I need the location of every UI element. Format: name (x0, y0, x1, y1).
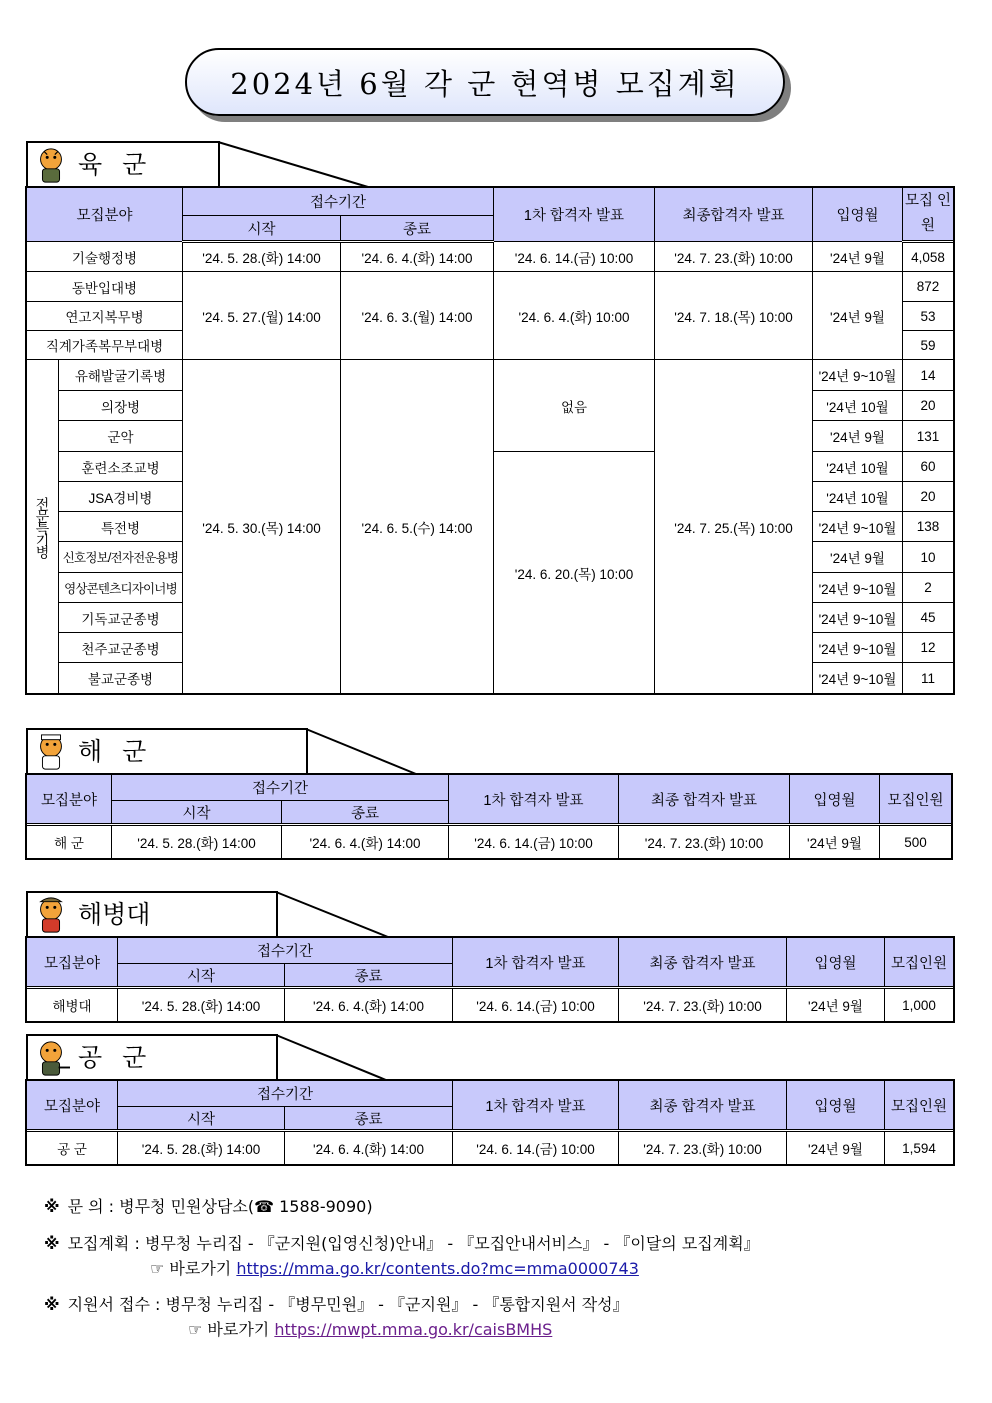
col-enlist-header: 입영월 (790, 775, 880, 825)
airforce-title: 공 군 (78, 1043, 153, 1072)
navy-section-header (26, 728, 926, 774)
plan-note: ※ 모집계획 : 병무청 누리집 - 『군지원(입영신청)안내』 - 『모집안내서비스』 - 『이달의 모집계획』 (44, 1234, 760, 1253)
col-start-header: 시작 (183, 216, 341, 242)
tiger-mascot-icon (32, 733, 70, 771)
col-field-header: 모집분야 (27, 775, 112, 825)
airforce-table (26, 1080, 954, 1165)
table-row: 천주교군종병 '24년 9~10월 12 (27, 633, 954, 663)
field-cell: 불교군종병 (59, 663, 183, 694)
apply-link[interactable]: https://mwpt.mma.go.kr/caisBMHS (274, 1320, 553, 1339)
col-field-header: 모집분야 (27, 1081, 118, 1131)
table-row: 신호정보/전자전운용병 '24년 9월 10 (27, 542, 954, 573)
col-period-header: 접수기간 (112, 775, 449, 801)
tiger-mascot-icon (32, 146, 70, 184)
table-row: 동반입대병 '24. 5. 27.(월) 14:00 '24. 6. 3.(월) 14:00 '24. 6. 4.(화) 10:00 '24. 7. 18.(목) 10:00 '24년 9월 872 (27, 272, 954, 302)
table-row: 공 군 '24. 5. 28.(화) 14:00 '24. 6. 4.(화) 14:00 '24. 6. 14.(금) 10:00 '24. 7. 23.(화) 10:00 '24년 9월 1,594 (27, 1131, 954, 1165)
col-enlist-header: 입영월 (787, 1081, 885, 1131)
col-count-header: 모집인원 (885, 938, 954, 988)
col-final-header: 최종합격자 발표 (655, 188, 813, 242)
col-end-header: 종료 (282, 801, 449, 825)
col-first-header: 1차 합격자 발표 (494, 188, 655, 242)
navy-table (26, 774, 952, 859)
field-cell: 유해발굴기록병 (59, 360, 183, 391)
table-row: 의장병 '24년 10월 20 (27, 391, 954, 421)
col-first-header: 1차 합격자 발표 (453, 1081, 619, 1131)
col-final-header: 최종 합격자 발표 (619, 938, 787, 988)
table-row: 해병대 '24. 5. 28.(화) 14:00 '24. 6. 4.(화) 14:00 '24. 6. 14.(금) 10:00 '24. 7. 23.(화) 10:00 '24년 9월 1,000 (27, 988, 954, 1022)
col-period-header: 접수기간 (183, 188, 494, 216)
marines-title: 해병대 (78, 900, 151, 929)
table-row: JSA경비병 '24년 10월 20 (27, 482, 954, 512)
inquiry-note: ※ 문 의 : 병무청 민원상담소(☎ 1588-9090) (44, 1197, 373, 1216)
table-row: 직계가족복무부대병 59 (27, 331, 954, 360)
col-count-header: 모집인원 (880, 775, 952, 825)
marines-section-header (26, 891, 926, 937)
field-cell: 훈련소조교병 (59, 452, 183, 482)
apply-note: ※ 지원서 접수 : 병무청 누리집 - 『병무민원』 - 『군지원』 - 『통합지원서 작성』 (44, 1295, 629, 1314)
col-enlist-header: 입영월 (813, 188, 903, 242)
col-end-header: 종료 (285, 964, 453, 988)
col-period-header: 접수기간 (118, 938, 453, 964)
field-cell: 영상콘텐츠디자이너병 (59, 573, 183, 603)
col-final-header: 최종 합격자 발표 (619, 1081, 787, 1131)
col-period-header: 접수기간 (118, 1081, 453, 1107)
table-row: 기술행정병 '24. 5. 28.(화) 14:00 '24. 6. 4.(화) 14:00 '24. 6. 14.(금) 10:00 '24. 7. 23.(화) 10:00 '24년 9월 4,058 (27, 242, 954, 272)
page-title: 2024년 6월 각 군 현역병 모집계획 (185, 48, 785, 116)
table-row: 영상콘텐츠디자이너병 '24년 9~10월 2 (27, 573, 954, 603)
field-cell: 군악 (59, 421, 183, 452)
plan-link[interactable]: https://mma.go.kr/contents.do?mc=mma0000743 (236, 1259, 639, 1278)
table-row: 기독교군종병 '24년 9~10월 45 (27, 603, 954, 633)
field-cell: JSA경비병 (59, 482, 183, 512)
field-cell: 천주교군종병 (59, 633, 183, 663)
field-cell: 기독교군종병 (59, 603, 183, 633)
army-table (26, 187, 954, 694)
col-enlist-header: 입영월 (787, 938, 885, 988)
navy-title: 해 군 (78, 737, 153, 766)
airforce-section-header (26, 1034, 926, 1080)
army-title: 육 군 (78, 150, 153, 179)
table-row: 해 군 '24. 5. 28.(화) 14:00 '24. 6. 4.(화) 14:00 '24. 6. 14.(금) 10:00 '24. 7. 23.(화) 10:00 '24년 9월 500 (27, 825, 952, 859)
table-row: 군악 '24년 9월 131 (27, 421, 954, 452)
col-start-header: 시작 (118, 1107, 285, 1131)
col-field-header: 모집분야 (27, 938, 118, 988)
col-start-header: 시작 (112, 801, 282, 825)
col-end-header: 종료 (285, 1107, 453, 1131)
col-first-header: 1차 합격자 발표 (453, 938, 619, 988)
col-count-header: 모집 인원 (903, 188, 954, 242)
apply-shortcut: ☞ 바로가기 https://mwpt.mma.go.kr/caisBMHS (188, 1320, 553, 1339)
col-end-header: 종료 (341, 216, 494, 242)
tiger-mascot-icon (32, 896, 70, 934)
col-field-header: 모집분야 (27, 188, 183, 242)
table-row: 연고지복무병 53 (27, 302, 954, 331)
table-row: 훈련소조교병 '24. 6. 20.(목) 10:00 '24년 10월 60 (27, 452, 954, 482)
col-count-header: 모집인원 (885, 1081, 954, 1131)
table-row: 특전병 '24년 9~10월 138 (27, 512, 954, 542)
marines-table (26, 937, 954, 1022)
special-group-label: 전문특기병 (27, 360, 59, 694)
col-start-header: 시작 (118, 964, 285, 988)
field-cell: 특전병 (59, 512, 183, 542)
field-cell: 의장병 (59, 391, 183, 421)
table-row: 전문특기병 유해발굴기록병 '24. 5. 30.(목) 14:00 '24. 6. 5.(수) 14:00 없음 '24. 7. 25.(목) 10:00 '24년 9~10월 14 (27, 360, 954, 391)
army-section-header (26, 141, 926, 187)
col-final-header: 최종 합격자 발표 (619, 775, 790, 825)
field-cell: 신호정보/전자전운용병 (59, 542, 183, 573)
col-first-header: 1차 합격자 발표 (449, 775, 619, 825)
plan-shortcut: ☞ 바로가기 https://mma.go.kr/contents.do?mc=mma0000743 (150, 1259, 639, 1278)
tiger-mascot-icon (32, 1039, 70, 1077)
table-row: 불교군종병 '24년 9~10월 11 (27, 663, 954, 694)
